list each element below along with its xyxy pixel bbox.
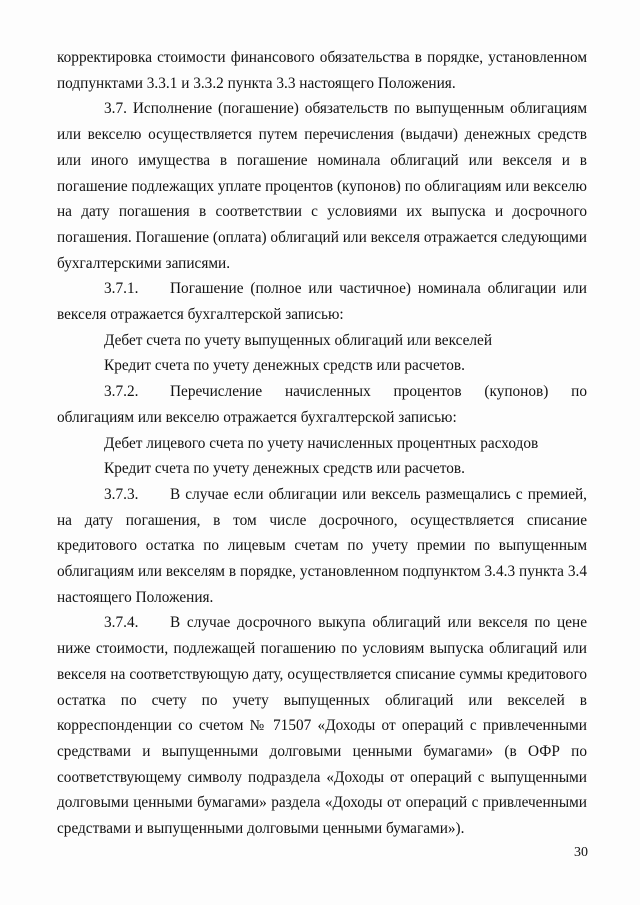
debit-entry: Дебет счета по учету выпущенных облигаций или векселей bbox=[104, 331, 493, 349]
paragraph-3-7-4 bbox=[57, 610, 587, 841]
item-text: Погашение (полное или частичное) номинала облигации или векселя отражается бухгалтерской записью: bbox=[57, 280, 587, 324]
credit-entry: Кредит счета по учету денежных средств или расчетов. bbox=[104, 357, 465, 375]
paragraph-3-7-1 bbox=[57, 276, 587, 327]
item-number: 3.7.1. bbox=[104, 280, 139, 298]
item-text: Перечисление начисленных процентов (купонов) по облигациям или векселю отражается бухгалтерской записью: bbox=[57, 383, 587, 426]
item-text: В случае досрочного выкупа облигаций или векселя по цене ниже стоимости, подлежащей погашению по условиям выпуска облигаций или векселя на соответствующую дату, осуществляется списание суммы кредитового остатка по счету по учету выпущенных облигаций или векселей в корреспонденции со счетом № 71507 «Доходы от операций с привлеченными средствами и выпущенными долговыми ценными бумагами» (в ОФР по соответствующему символу подраздела «Доходы от операций с выпущенными долговыми ценными бумагами» раздела «Доходы от операций с привлеченными средствами и выпущенными долговыми ценными бумагами»). bbox=[57, 614, 587, 838]
paragraph-3-7-2 bbox=[57, 379, 587, 430]
item-number: 3.7.3. bbox=[104, 485, 139, 503]
paragraph-continuation: корректировка стоимости финансового обязательства в порядке, установленном подпунктами 3.3.1 и 3.3.2 пункта 3.3 настоящего Положения. bbox=[57, 49, 587, 92]
debit-entry: Дебет лицевого счета по учету начисленных процентных расходов bbox=[104, 434, 539, 452]
document-body bbox=[57, 45, 587, 842]
paragraph-3-7-3 bbox=[57, 482, 587, 611]
item-number: 3.7.2. bbox=[104, 383, 139, 401]
paragraph-3-7: 3.7. Исполнение (погашение) обязательств по выпущенным облигациям или векселю осуществляется путем перечисления (выдачи) денежных средств или иного имущества в погашение номинала облигаций или векселя и в погашение подлежащих уплате процентов (купонов) по облигациям или векселю на дату погашения в соответствии с условиями их выпуска и досрочного погашения. Погашение (оплата) облигаций или векселя отражается следующими бухгалтерскими записями. bbox=[57, 100, 587, 272]
item-number: 3.7.4. bbox=[104, 614, 139, 632]
page-number: 30 bbox=[574, 845, 588, 860]
credit-entry: Кредит счета по учету денежных средств или расчетов. bbox=[104, 460, 465, 478]
item-text: В случае если облигации или вексель размещались с премией, на дату погашения, в том числе досрочного, осуществляется списание кредитового остатка по лицевым счетам по учету премии по выпущенным облигациям или векселям в порядке, установленном подпунктом 3.4.3 пункта 3.4 настоящего Положения. bbox=[57, 485, 587, 606]
